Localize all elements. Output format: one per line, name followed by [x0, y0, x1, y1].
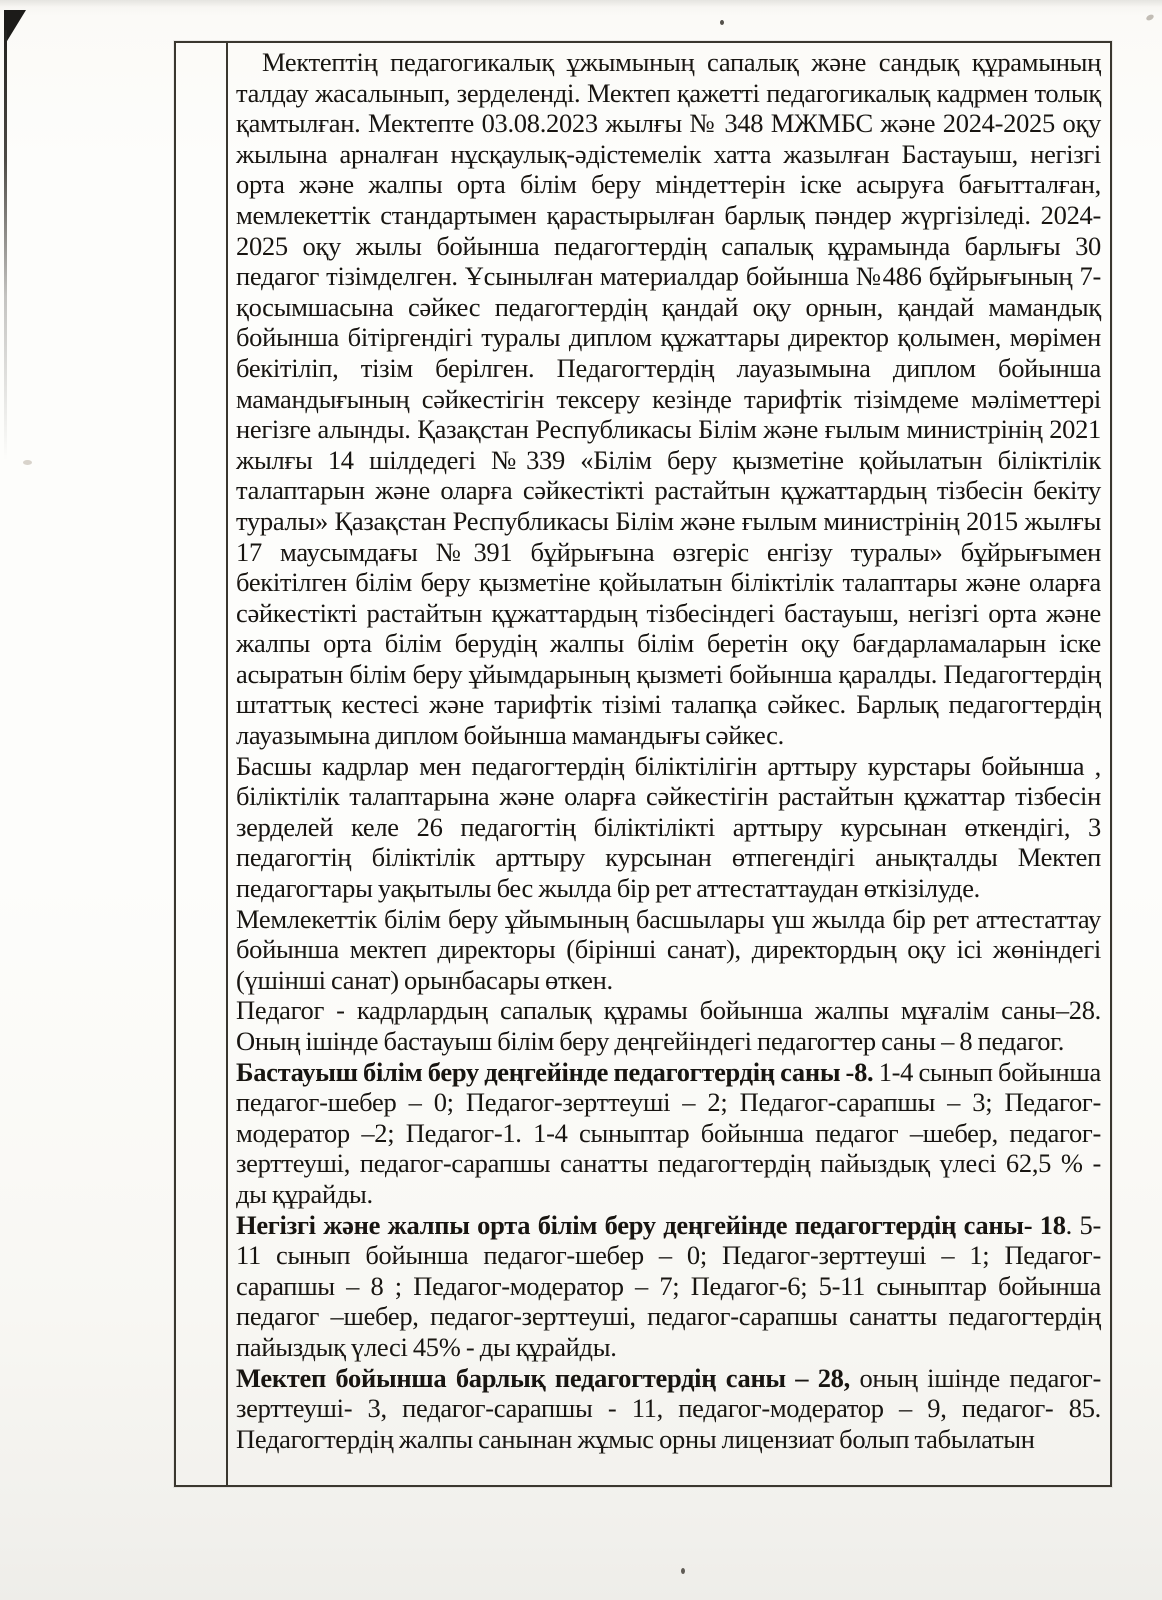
- table-number-column: [176, 43, 228, 1485]
- text-segment: Педагог - кадрлардың сапалық құрамы бойынша жалпы мұғалім саны–28. Оның ішінде бастауыш білім беру деңгейіндегі педагогтер саны – 8 педагог.: [236, 995, 1101, 1056]
- report-table: [174, 41, 1112, 1487]
- paragraph-teacher-count-summary: [236, 995, 1101, 1056]
- text-segment-bold: Мектеп бойынша барлық педагогтердің саны – 28,: [236, 1362, 850, 1393]
- text-segment: Басшы кадрлар мен педагогтердің біліктілігін арттыру курстары бойынша , біліктілік талаптарына және оларға сәйкестігін растайтын құжаттар тізбесін зерделей келе 26 педагогтің біліктілікті арттыру курсынан өткендігі, 3 педагогтің біліктілік арттыру курсынан өтпегендігі анықталды Мектеп педагогтары уақытылы бес жылда бір рет аттестаттаудан өткізілуде.: [236, 750, 1101, 904]
- scan-corner-mark: [4, 10, 26, 46]
- paragraph-intro-staff-analysis: [236, 47, 1101, 751]
- text-segment: . 5-11 сынып бойынша педагог-шебер – 0; Педагог-зерттеуші – 1; Педагог-сарапшы – 8 ; Педагог-модератор – 7; Педагог-6; 5-11 сыныптар бойынша педагог –шебер, педагог-зерттеуші, педагог-сарапшы санатты педагогтердің пайыздық үлесі 45% - ды құрайды.: [236, 1209, 1102, 1362]
- scan-speck: [720, 20, 724, 25]
- paragraph-qualification-courses: [236, 751, 1101, 904]
- table-text-cell: [228, 43, 1110, 1485]
- text-segment: оның ішінде педагог-зерттеуші- 3, педагог-сарапшы - 11, педагог-модератор – 9, педагог- 85. Педагогтердің жалпы санынан жұмыс орны лицензиат болып табылатын: [236, 1362, 1101, 1454]
- text-segment-bold: Бастауыш білім беру деңгейінде педагогтердің саны -8.: [236, 1056, 874, 1087]
- scan-top-edge-shadow: [0, 0, 1162, 7]
- paragraph-leaders-attestation: [236, 904, 1101, 996]
- text-segment: 1-4 сынып бойынша педагог-шебер – 0; Педагог-зерттеуші – 2; Педагог-сарапшы – 3; Педагог-модератор –2; Педагог-1. 1-4 сыныптар бойынша педагог –шебер, педагог-зерттеуші, педагог-сарапшы санатты педагогтердің пайыздық үлесі 62,5 % - ды құрайды.: [236, 1056, 1101, 1209]
- scan-speck: [1145, 13, 1154, 21]
- paragraph-school-total-teachers: [236, 1363, 1101, 1455]
- text-segment: Мектептің педагогикалық ұжымының сапалық және сандық құрамының талдау жасалынып, зерделенді. Мектеп қажетті педагогикалық кадрмен толық қамтылған. Мектепте 03.08.2023 жылғы № 348 МЖМБС және 2024-2025 оқу жылына арналған нұсқаулық-әдістемелік хатта жазылған Бастауыш, негізгі орта және жалпы орта білім беру міндеттерін іске асыруға бағытталған, мемлекеттік стандартымен қарастырылған барлық пәндер жүргізіледі. 2024-2025 оқу жылы бойынша педагогтердің сапалық құрамында барлығы 30 педагог тізімделген. Ұсынылған материалдар бойынша №486 бұйрығының 7-қосымшасына сәйкес педагогтердің қандай оқу орнын, қандай мамандық бойынша бітіргендігі туралы диплом құжаттары директор қолымен, мөрімен бекітіліп, тізім берілген. Педагогтердің лауазымына диплом бойынша мамандығының сәйкестігін тексеру кезінде тарифтік тізімдеме мәліметтері негізге алынды. Қазақстан Республикасы Білім және ғылым министрінің 2021 жылғы 14 шілдедегі №339 «Білім беру қызметіне қойылатын біліктілік талаптарын және оларға сәйкестікті растайтын құжаттардың тізбесін бекіту туралы» Қазақстан Республикасы Білім және ғылым министрінің 2015 жылғы 17 маусымдағы №391 бұйрығына өзгеріс енгізу туралы» бұйрығымен бекітілген білім беру қызметіне қойылатын біліктілік талаптары және оларға сәйкестікті растайтын құжаттардың тізбесіндегі бастауыш, негізгі орта және жалпы орта білім берудің жалпы білім беретін оқу бағдарламаларын іске асыратын білім беру ұйымдарының қызметі бойынша қаралды. Педагогтердің штаттық кестесі және тарифтік тізімі талапқа сәйкес. Барлық педагогтердің лауазымына диплом бойынша мамандығы сәйкес.: [236, 47, 1101, 751]
- text-segment-bold: Негізгі және жалпы орта білім беру деңгейінде педагогтердің саны- 18: [236, 1209, 1066, 1240]
- scan-speck: [23, 460, 32, 465]
- text-segment: Мемлекеттік білім беру ұйымының басшылары үш жылда бір рет аттестаттау бойынша мектеп директоры (бірінші санат), директордың оқу ісі жөніндегі (үшінші санат) орынбасары өткен.: [236, 903, 1101, 995]
- paragraph-secondary-level-teachers: [236, 1210, 1101, 1363]
- scan-speck: [681, 1568, 685, 1574]
- paragraph-primary-level-teachers: [236, 1057, 1101, 1210]
- scan-left-edge-line: [4, 30, 7, 460]
